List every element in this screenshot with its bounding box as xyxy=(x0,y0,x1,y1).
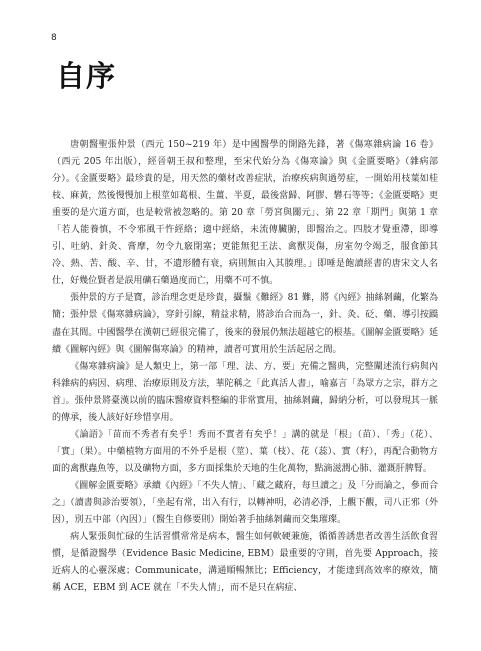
preface-body xyxy=(52,137,438,597)
paragraph-4: 《論語》「苗而不秀者有矣乎！秀而不實者有矣乎！」講的就是「根」（苗）、「秀」（花）、「實」（果）。中藥植物方面用的不外乎是根（莖）、葉（枝）、花（蕊）、實（籽），再配合動物方面的禽獸蟲魚等，以及礦物方面，多方面採集於天地的生化萬物，點滴滋潤心肺、灌溉肝脾腎。 xyxy=(52,429,438,474)
paragraph-1: 唐朝醫聖張仲景（西元 150~219 年）是中國醫學的開路先鋒，著《傷寒雜病論 16 卷》（西元 205 年出版），經晉朝王叔和整理，至宋代始分為《傷寒論》與《金匱要略》（雜病部分）。《金匱要略》最珍貴的是，用天然的藥材改善症狀，治療疾病與過勞症，一開始用枝葉如桂枝、麻黃，然後慢慢加上根莖如葛根、生薑、半夏，最後當歸、阿膠、礬石等等；《金匱要略》更重要的是穴道方面，也是較常被忽略的。第 20 章「勞宮與關元」、第 22 章「期門」與第 1 章「若人能養慎，不令邪風干忤經絡；適中經絡，未流傳臟腑，即醫治之。四肢才覺重滯，即導引、吐納、針灸、膏摩，勿令九竅閉塞；更能無犯王法、禽獸災傷，房室勿令竭乏，服食節其冷、熱、苦、酸、辛、甘，不遺形體有衰，病則無由入其腠理。」即唾是飽讀經書的唐宋文人名仕，好幾位賢者是誤用礦石藥過度而亡，用藥不可不慎。 xyxy=(52,140,438,287)
paragraph-6: 病人緊張與忙碌的生活習慣常常是病本，醫生如何軟硬兼施，循循善誘患者改善生活飲食習慣，是循證醫學（Evidence Basic Medicine, EBM）最重要的守則，首先要 Approach，接近病人的心靈深處；Communicate，溝通順暢無比；Efficiency，才能達到高效率的療效，簡稱 ACE，EBM 到 ACE 就在「不失人情」，而不是只在病症、 xyxy=(52,532,438,594)
paragraph-5: 《圖解金匱要略》承續《內經》「不失人情」、「藏之藏府，每旦讀之」及「分而論之，參而合之」（讀書與診治要領），「坐起有常，出入有行，以轉神明，必清必淨，上觀下觀，司八正邪（外因），別五中部（內因）」（醫生自修要則）開始著手抽絲剝繭而交集璀璨。 xyxy=(52,480,438,526)
paragraph-2: 張仲景的方子是寶，診治理念更是珍貴，攝鬚《難經》81 難，將《內經》抽絲剝繭，化繁為簡；張仲景《傷寒雜病論》，穿針引線，精益求精，將診治合而為一，針、灸、砭、藥、導引按蹻盡在其間。中國醫學在漢朝已經很完備了，後來的發展仍無法超越它的根基。《圖解金匱要略》延續《圖解內經》與《圖解傷寒論》的精神，讀者可實用於生活起居之間。 xyxy=(52,293,438,355)
paragraph-3: 《傷寒雜病論》是人類史上，第一部「理、法、方、要」充備之醫典，完整闡述流行病與內科雜病的病因、病理、治療原則及方法，華陀稱之「此真活人書」，喻嘉言「為眾方之宗，群方之首」。張仲景將臺漢以前的臨床醫療資料整編的非常實用，抽絲剝繭，歸納分析，可以發現其一脈的傳承，後人該好好珍惜享用。 xyxy=(52,361,438,423)
page-number: 8 xyxy=(51,33,57,43)
page-title: 自序 xyxy=(56,59,117,93)
